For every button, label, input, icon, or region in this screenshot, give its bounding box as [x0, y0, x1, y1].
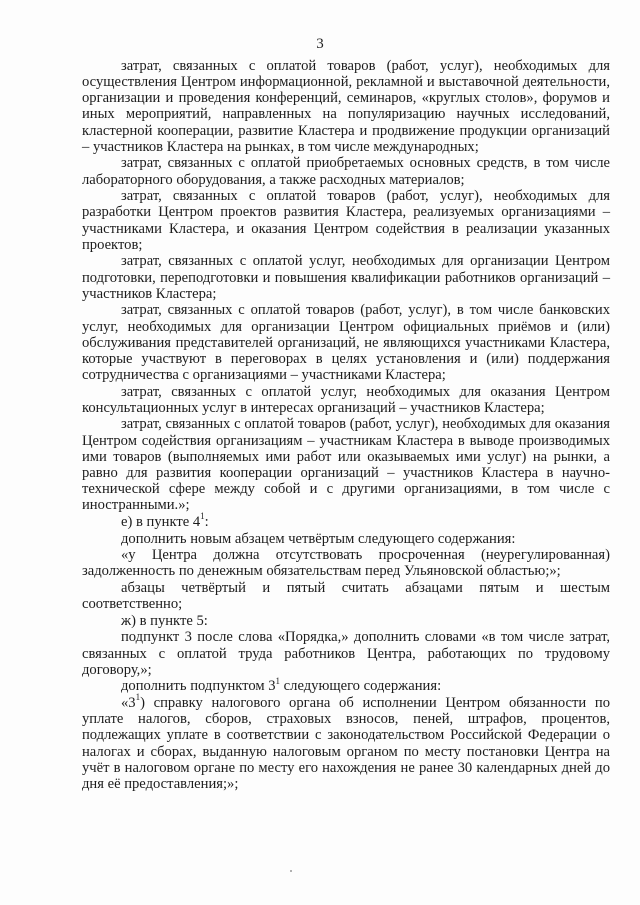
paragraph: абзацы четвёртый и пятый считать абзацами пятым и шестым соответственно;	[82, 580, 610, 613]
paragraph-text-tail: :	[204, 513, 209, 530]
paragraph	[82, 692, 610, 792]
document-body	[82, 58, 610, 792]
paragraph: затрат, связанных с оплатой услуг, необходимых для оказания Центром консультационных услуг в интересах организаций – участников Кластера;	[82, 383, 610, 416]
paragraph: ж) в пункте 5:	[121, 612, 208, 629]
paragraph-text: дополнить подпунктом 3	[121, 678, 276, 695]
paragraph-text-tail: ) справку налогового органа об исполнении Центром обязанности по уплате налогов, сборов, страховых взносов, пеней, штрафов, процентов, подлежащих уплате в соответствии с законодательством Российской Федерации о налогах и сборах, выданную налоговым органом по месту постановки Центра на учёт в налоговом органе по месту его нахождения не ранее 30 календарных дней до дня её предоставления;»;	[82, 695, 610, 792]
paragraph-text: «3	[121, 695, 136, 712]
paragraph: дополнить новым абзацем четвёртым следующего содержания:	[121, 530, 516, 547]
paragraph-text: е) в пункте 4	[121, 513, 201, 530]
scan-speck	[290, 870, 292, 872]
paragraph: «у Центра должна отсутствовать просроченная (неурегулированная) задолженность по денежным обязательствам перед Ульяновской областью;»;	[82, 547, 610, 580]
paragraph	[82, 675, 610, 695]
paragraph	[82, 511, 610, 530]
paragraph: затрат, связанных с оплатой товаров (работ, услуг), необходимых для оказания Центром содействия организациям – участникам Кластера в выводе производимых ими товаров (выполняемых ими работ или оказываемых ими услуг) на рынки, а равно для развития кооперации организаций – участников Кластера в научно-технической сфере между собой и с другими организациями, в том числе с иностранными.»;	[82, 416, 610, 514]
paragraph: затрат, связанных с оплатой товаров (работ, услуг), необходимых для осуществления Центром информационной, рекламной и выставочной деятельности, организации и проведения конференций, семинаров, «круглых столов», форумов и иных мероприятий, направленных на популяризацию научных исследований, кластерной кооперации, развитие Кластера и продвижение продукции организаций – участников Кластера на рынках, в том числе международных;	[82, 58, 610, 155]
paragraph: подпункт 3 после слова «Порядка,» дополнить словами «в том числе затрат, связанных с оплатой труда работников Центра, работающих по трудовому договору,»;	[82, 629, 610, 678]
paragraph: затрат, связанных с оплатой услуг, необходимых для организации Центром подготовки, переподготовки и повышения квалификации работников организаций – участников Кластера;	[82, 253, 610, 302]
paragraph: затрат, связанных с оплатой товаров (работ, услуг), в том числе банковских услуг, необходимых для организации Центром официальных приёмов и (или) обслуживания представителей организаций, не являющихся участниками Кластера, которые участвуют в переговорах в целях установления и (или) поддержания сотрудничества с организациями – участниками Кластера;	[82, 302, 610, 383]
superscript: 1	[200, 511, 205, 522]
paragraph-text-tail: следующего содержания:	[280, 678, 442, 695]
paragraph: затрат, связанных с оплатой товаров (работ, услуг), необходимых для разработки Центром проектов развития Кластера, реализуемых организациями – участниками Кластера, и оказания Центром содействия в реализации указанных проектов;	[82, 188, 610, 253]
superscript: 1	[135, 692, 141, 703]
page-number: 3	[316, 36, 324, 52]
superscript: 1	[275, 675, 281, 686]
paragraph: затрат, связанных с оплатой приобретаемых основных средств, в том числе лабораторного оборудования, а также расходных материалов;	[82, 155, 610, 188]
